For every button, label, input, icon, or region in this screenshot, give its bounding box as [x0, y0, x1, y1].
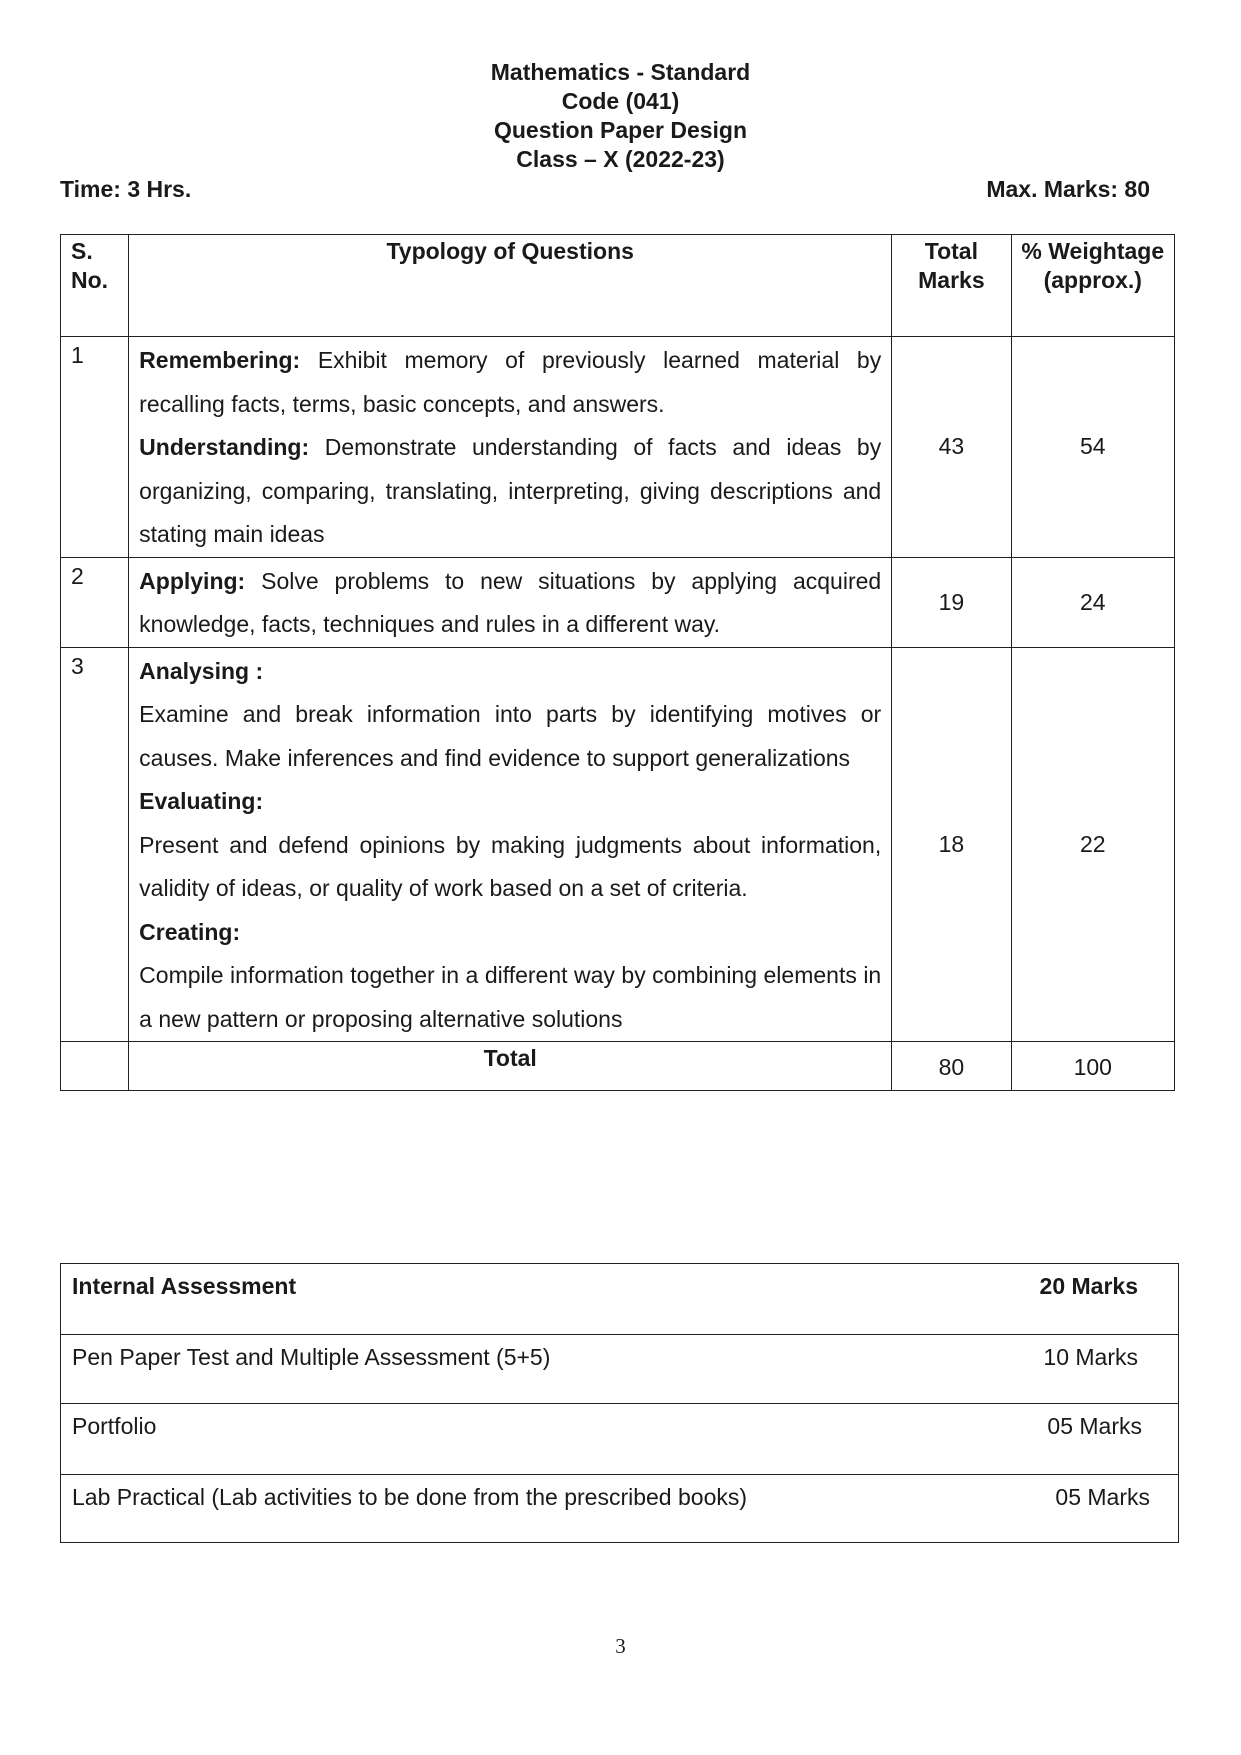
row-sno: 1	[61, 337, 129, 558]
class-label: Class – X (2022-23)	[516, 146, 725, 172]
table-header-row	[61, 235, 1175, 337]
row-typology	[129, 557, 892, 647]
ia-header-row	[61, 1264, 1179, 1335]
typology-heading: Applying:	[139, 567, 246, 594]
internal-assessment-table	[60, 1263, 1179, 1543]
ia-marks: 10 Marks	[961, 1335, 1179, 1404]
total-label: Total	[129, 1042, 892, 1091]
table-row	[61, 557, 1175, 647]
row-total-marks: 19	[892, 557, 1011, 647]
typology-text: Compile information together in a different way by combining elements in a new pattern or proposing alternative solutions	[139, 962, 882, 1032]
typology-heading: Evaluating:	[139, 788, 264, 814]
row-sno: 3	[61, 647, 129, 1042]
ia-label: Internal Assessment	[61, 1264, 961, 1335]
typology-block	[139, 560, 881, 647]
table-row	[61, 1404, 1179, 1475]
typology-heading: Remembering:	[139, 347, 301, 373]
typology-text: Exhibit memory of previously learned material by recalling facts, terms, basic concepts, and answers.	[139, 347, 882, 417]
ia-marks: 20 Marks	[961, 1264, 1179, 1335]
time-label: Time: 3 Hrs.	[60, 176, 192, 202]
total-marks: 80	[892, 1042, 1011, 1091]
typology-text: Solve problems to new situations by applying acquired knowledge, facts, techniques and rules in a different way.	[139, 567, 882, 637]
row-sno: 2	[61, 557, 129, 647]
col-header-total-marks: Total Marks	[892, 235, 1011, 337]
typology-text: Present and defend opinions by making judgments about information, validity of ideas, or quality of work based on a set of criteria.	[139, 831, 882, 901]
total-weightage: 100	[1011, 1042, 1174, 1091]
row-weightage: 24	[1011, 557, 1174, 647]
total-row	[61, 1042, 1175, 1091]
subject-title: Mathematics - Standard	[490, 59, 751, 85]
table-row	[61, 1475, 1179, 1543]
row-typology	[129, 647, 892, 1042]
question-design-table	[60, 234, 1175, 1091]
page-number: 3	[615, 1634, 626, 1658]
ia-label: Lab Practical (Lab activities to be done from the prescribed books)	[61, 1475, 961, 1543]
row-typology	[129, 337, 892, 558]
row-total-marks: 18	[892, 647, 1011, 1042]
ia-marks: 05 Marks	[961, 1475, 1179, 1543]
col-header-sno: S. No.	[61, 235, 129, 337]
ia-label: Portfolio	[61, 1404, 961, 1475]
row-weightage: 54	[1011, 337, 1174, 558]
typology-block	[139, 426, 881, 557]
ia-marks: 05 Marks	[961, 1404, 1179, 1475]
total-sno-empty	[61, 1042, 129, 1091]
col-header-typology: Typology of Questions	[129, 235, 892, 337]
row-total-marks: 43	[892, 337, 1011, 558]
typology-block	[139, 339, 881, 426]
subject-code: Code (041)	[561, 88, 680, 114]
max-marks-label: Max. Marks: 80	[986, 176, 1150, 202]
document-header	[0, 58, 1241, 174]
typology-heading: Analysing :	[139, 657, 264, 684]
ia-label: Pen Paper Test and Multiple Assessment (5+5)	[61, 1335, 961, 1404]
table-row	[61, 1335, 1179, 1404]
typology-heading: Understanding:	[139, 434, 310, 460]
typology-text: Demonstrate understanding of facts and ideas by organizing, comparing, translating, interpreting, giving descriptions and stating main ideas	[139, 434, 882, 547]
typology-text: Examine and break information into parts by identifying motives or causes. Make inferences and find evidence to support generalizations	[139, 701, 882, 771]
table-row	[61, 647, 1175, 1042]
col-header-weightage: % Weightage (approx.)	[1011, 235, 1174, 337]
document-title: Question Paper Design	[493, 117, 748, 143]
typology-heading: Creating:	[139, 918, 241, 945]
table-row	[61, 337, 1175, 558]
row-weightage: 22	[1011, 647, 1174, 1042]
